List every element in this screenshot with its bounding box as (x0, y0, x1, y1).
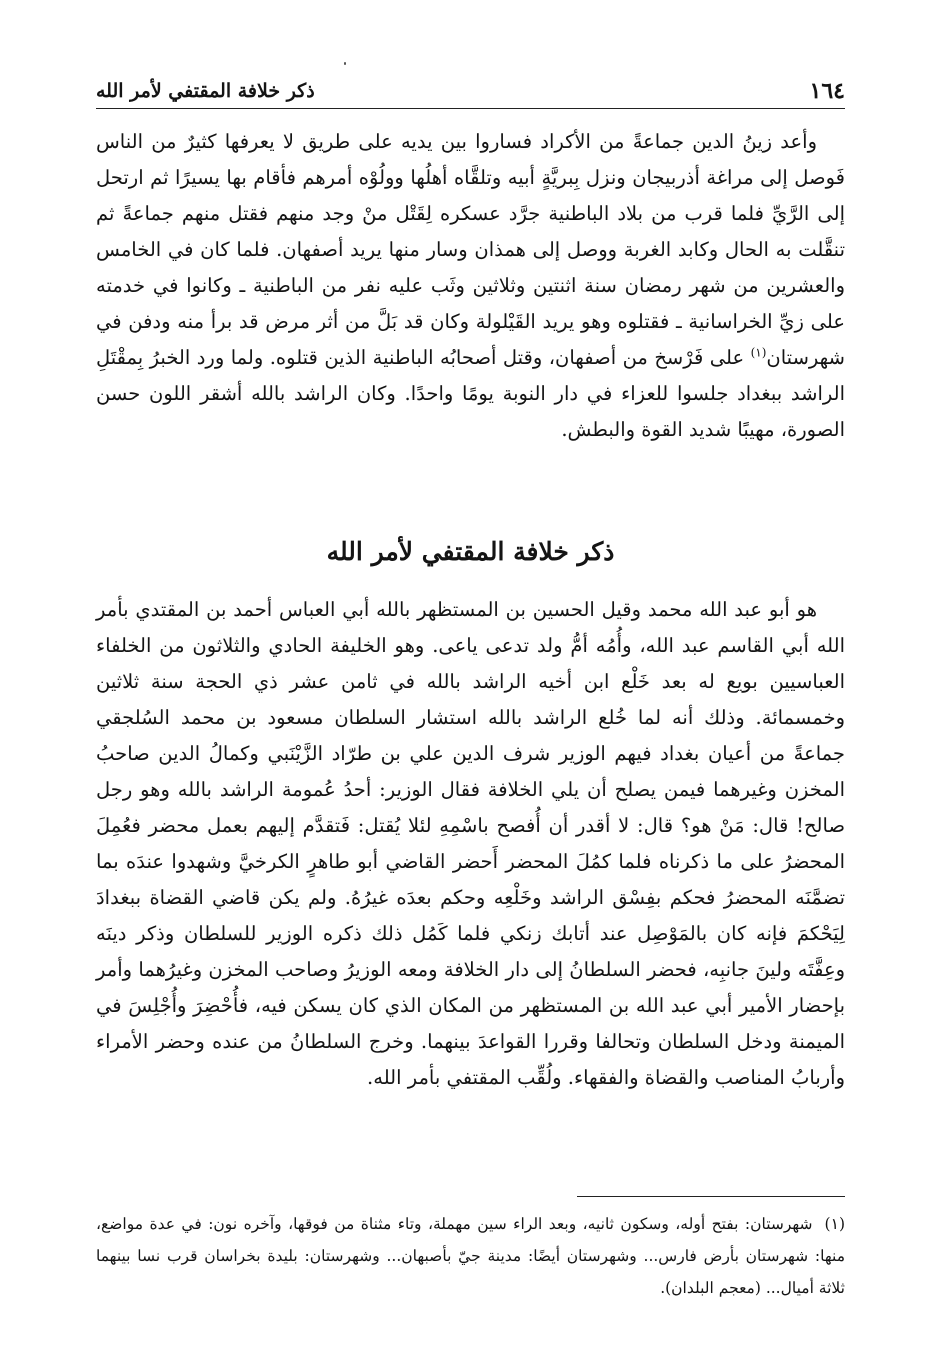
page-number: ١٦٤ (809, 78, 845, 104)
footnote-text: شهرستان: بفتح أوله، وسكون ثانيه، وبعد الراء سين مهملة، وتاء مثناة من فوقها، وآخره نون: في عدة مواضع، منها: شهرستان بأرض فارس... وشهرستان أيضًا: مدينة جيّ بأصبهان... وشهرستان: بليدة بخراسان قرب نسا بينهما ثلاثة أميال... (معجم البلدان). (96, 1215, 845, 1297)
running-title: ذكر خلافة المقتفي لأمر الله (96, 80, 315, 102)
paragraph-1-text (96, 124, 845, 448)
paragraph-2 (96, 592, 845, 1096)
header-rule (96, 108, 845, 109)
paragraph-1-after-note: على فَرْسخ من أصفهان، وقتل أصحابُه الباطنية الذين قتلوه. ولما ورد الخبرُ بِمقْتَلِ الراشد ببغداد جلسوا للعزاء في دار النوبة يومًا واحدًا. وكان الراشد بالله أشقر اللون حسن الصورة، مهيبًا شديد القوة والبطش. (96, 346, 845, 441)
footnote-rule (577, 1196, 845, 1197)
footnote-reference: (١) (750, 345, 767, 360)
paragraph-2-text: هو أبو عبد الله محمد وقيل الحسين بن المستظهر بالله أبي العباس أحمد بن المقتدي بأمر الله أبي القاسم عبد الله، وأُمُه أمُّ ولد تدعى ياعى. وهو الخليفة الحادي والثلاثون من الخلفاء العباسيين بويع له بعد خَلْع ابن أخيه الراشد بالله في ثامن عشر ذي الحجة سنة ثلاثين وخمسمائة. وذلك أنه لما خُلع الراشد بالله استشار السلطان مسعود بن محمد السُلجقي جماعةً من أعيان بغداد فيهم الوزير شرف الدين علي بن طرّاد الزَّيْنَبي وكمالُ الدين صاحبُ المخزن وغيرهما فيمن يصلح أن يلي الخلافة فقال الوزير: أحدُ عُمومة الراشد بالله وهو رجل صالح! قال: مَنْ هو؟ قال: لا أقدر أن أُفصح باسْمِهِ لئلا يُقتل: فَتقدَّم إليهم بعمل محضر فعُمِلَ المحضرُ على ما ذكرناه فلما كمُلَ المحضر أَحضر القاضي أبو طاهرٍ الكرخيَّ وشهدوا عندَه بما تضمَّنَه المحضرُ فحكم بفِسْق الراشد وخَلْعِه وحكم بعدَه غيرُهُ. ولم يكن قاضي القضاة ببغدادَ لِيَحْكمَ فإنه كان بالمَوْصِل عند أتابك زنكي فلما كَمُل ذلك ذكره الوزير للسلطان وذكر دينَه وعِفَّتَه ولينَ جانبِه، فحضر السلطانُ إلى دار الخلافة ومعه الوزيرُ وصاحب المخزن وغيرُهما وأمر بإحضار الأمير أبي عبد الله بن المستظهر من المكان الذي كان يسكن فيه، فأُحْضِرَ وأُجْلِسَ في الميمنة ودخل السلطان وتحالفا وقررا القواعدَ بينهما. وخرج السلطانُ من عنده وحضر الأمراء وأربابُ المناصب والقضاة والفقهاء. ولُقِّب المقتفي بأمر الله. (96, 598, 845, 1089)
section-heading: ذكر خلافة المقتفي لأمر الله (326, 537, 615, 566)
paragraph-1-before-note: وأعد زينُ الدين جماعةً من الأكراد فساروا بين يديه على طريق لا يعرفها كثيرٌ من الناس فَوصل إلى مراغة أذربيجان ونزل بِبريَّةٍ أبيه وتلقَّاه أهلُها وولُوْه أمرهم فأقام بها يسيرًا ثم ارتحل إلى الرَّيِّ فلما قرب من بلاد الباطنية جرَّد عسكره لِقَتْل منْ وجد منهم فقتل منهم جماعةً ثم تنقَّلت به الحال وكابد الغربة ووصل إلى همذان وسار منها يريد أصفهان. فلما كان في الخامس والعشرين من شهر رمضان سنة اثنتين وثلاثين وثَب عليه نفر من الباطنية ـ وكانوا في خدمته على زيِّ الخراسانية ـ فقتلوه وهو يريد القَيْلولة وكان قد بَلَّ من أثر مرض قد برأ منه ودفن في شهرستان (96, 130, 845, 369)
footnote-mark: (١) (824, 1215, 845, 1233)
page-speck (344, 62, 346, 65)
paragraph-1 (96, 124, 845, 448)
page-header (96, 76, 845, 110)
footnote (96, 1208, 845, 1304)
